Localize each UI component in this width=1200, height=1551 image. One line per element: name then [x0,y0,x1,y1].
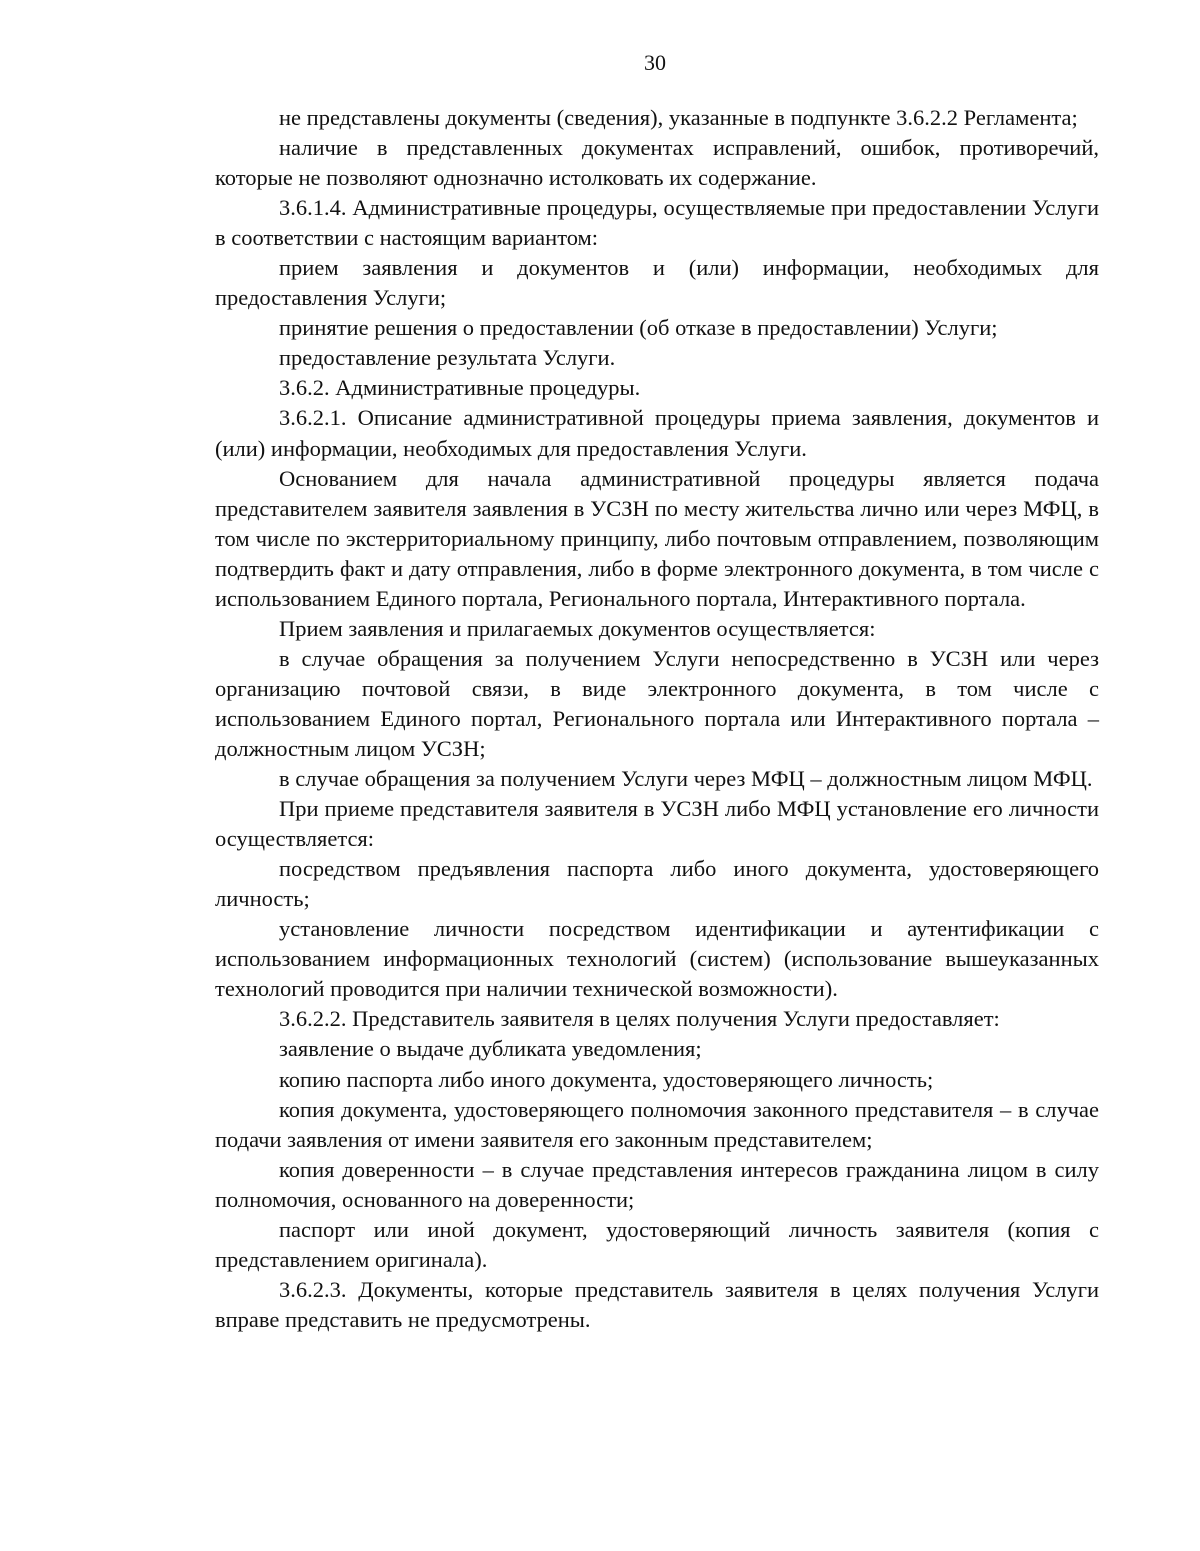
paragraph: 3.6.2.3. Документы, которые представитель заявителя в целях получения Услуги вправе представить не предусмотрены. [215,1276,1099,1332]
paragraph: При приеме представителя заявителя в УСЗН либо МФЦ установление его личности осуществляется: [215,796,1099,852]
paragraph: принятие решения о предоставлении (об отказе в предоставлении) Услуги; [279,315,998,341]
paragraph: заявление о выдаче дубликата уведомления; [279,1036,702,1062]
paragraph: установление личности посредством идентификации и аутентификации с использованием информационных технологий (систем) (использование вышеуказанных технологий проводится при наличии технической возможности). [215,916,1099,1002]
paragraph: копия доверенности – в случае представления интересов гражданина лицом в силу полномочия, основанного на доверенности; [215,1156,1099,1212]
document-body [215,103,1099,1335]
paragraph: посредством предъявления паспорта либо иного документа, удостоверяющего личность; [215,856,1099,912]
paragraph: в случае обращения за получением Услуги через МФЦ – должностным лицом МФЦ. [279,766,1093,792]
paragraph: наличие в представленных документах исправлений, ошибок, противоречий, которые не позволяют однозначно истолковать их содержание. [215,135,1099,191]
paragraph: в случае обращения за получением Услуги непосредственно в УСЗН или через организацию почтовой связи, в виде электронного документа, в том числе с использованием Единого портал, Регионального портала или Интерактивного портала – должностным лицом УСЗН; [215,645,1099,761]
paragraph: копия документа, удостоверяющего полномочия законного представителя – в случае подачи заявления от имени заявителя его законным представителем; [215,1096,1099,1152]
paragraph: 3.6.2.1. Описание административной процедуры приема заявления, документов и (или) информации, необходимых для предоставления Услуги. [215,405,1099,461]
paragraph: Основанием для начала административной процедуры является подача представителем заявителя заявления в УСЗН по месту жительства лично или через МФЦ, в том числе по экстерриториальному принципу, либо почтовым отправлением, позволяющим подтвердить факт и дату отправления, либо в форме электронного документа, в том числе с использованием Единого портала, Регионального портала, Интерактивного портала. [215,465,1099,611]
paragraph: не представлены документы (сведения), указанные в подпункте 3.6.2.2 Регламента; [279,105,1078,130]
paragraph: 3.6.2. Административные процедуры. [279,375,641,401]
paragraph: 3.6.2.2. Представитель заявителя в целях получения Услуги предоставляет: [279,1006,1000,1032]
paragraph: предоставление результата Услуги. [279,345,616,371]
paragraph: 3.6.1.4. Административные процедуры, осуществляемые при предоставлении Услуги в соответствии с настоящим вариантом: [215,195,1099,251]
paragraph: прием заявления и документов и (или) информации, необходимых для предоставления Услуги; [215,255,1099,311]
paragraph: паспорт или иной документ, удостоверяющий личность заявителя (копия с представлением оригинала). [215,1216,1099,1272]
page-number: 30 [644,50,666,75]
paragraph: Прием заявления и прилагаемых документов осуществляется: [279,615,876,641]
paragraph: копию паспорта либо иного документа, удостоверяющего личность; [279,1066,934,1092]
